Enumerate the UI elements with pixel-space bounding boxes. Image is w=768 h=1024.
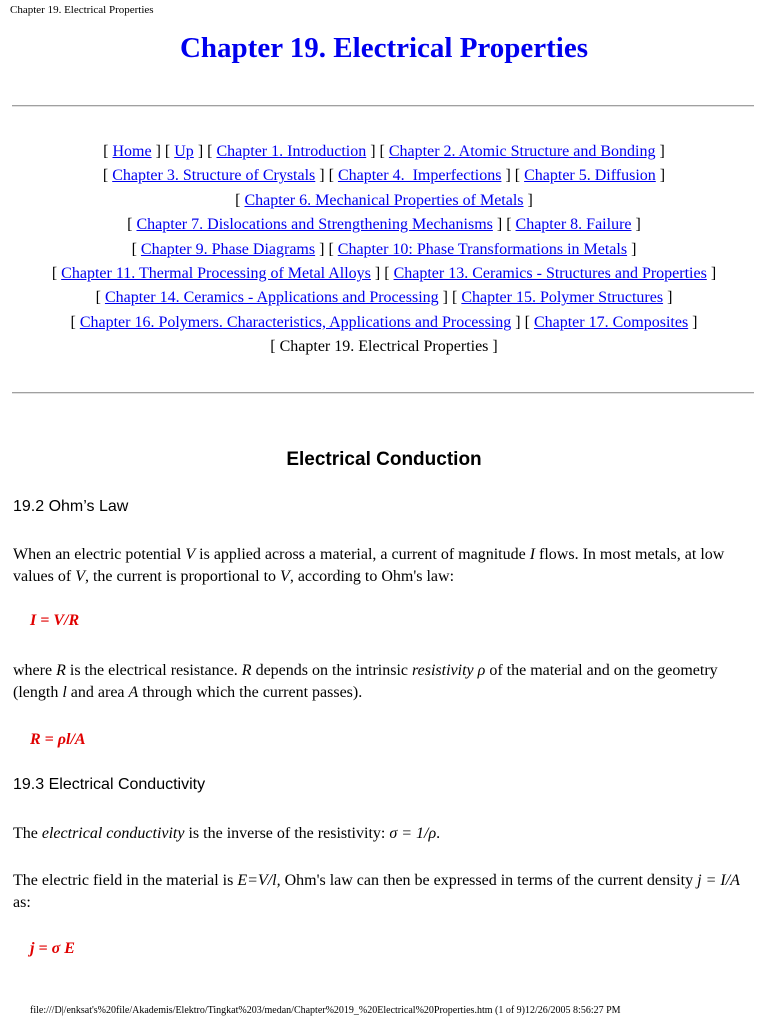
nav-link-chapter-14[interactable]: Chapter 14. Ceramics - Applications and Processing — [104, 289, 439, 307]
browser-print-footer: file:///D|/enksat's%20file/Akademis/Elektro/Tingkat%203/medan/Chapter%2019_%20Electrical%20Properties.htm (1 of 9)12/26/2005 8:56:27 PM — [30, 1005, 621, 1016]
nav-link-chapter-3[interactable]: Chapter 3. Structure of Crystals — [112, 167, 316, 185]
nav-link-chapter-6[interactable]: Chapter 6. Mechanical Properties of Metals — [244, 191, 524, 209]
paragraph-conductivity: The electrical conductivity is the inverse of the resistivity: σ = 1/ρ. — [13, 825, 441, 842]
nav-row: [ Chapter 3. Structure of Crystals ] [ Chapter 4. Imperfections ] [ Chapter 5. Diffusion ] — [102, 167, 666, 185]
nav-link-chapter-10[interactable]: Chapter 10: Phase Transformations in Metals — [337, 240, 628, 258]
chapter-navigation — [0, 140, 768, 360]
nav-row: [ Chapter 19. Electrical Properties ] — [270, 338, 498, 356]
nav-link-chapter-1[interactable]: Chapter 1. Introduction — [216, 143, 367, 160]
nav-link-chapter-8[interactable]: Chapter 8. Failure — [515, 216, 632, 234]
nav-row: [ Chapter 14. Ceramics - Applications and Processing ] [ Chapter 15. Polymer Structures ] — [95, 289, 673, 307]
nav-link-home[interactable]: Home — [112, 143, 152, 160]
nav-link-chapter-15[interactable]: Chapter 15. Polymer Structures — [461, 289, 664, 307]
subsection-heading-conductivity: 19.3 Electrical Conductivity — [13, 776, 206, 793]
browser-print-header: Chapter 19. Electrical Properties — [10, 4, 154, 16]
nav-row: [ Chapter 6. Mechanical Properties of Metals ] — [235, 191, 533, 209]
nav-link-up[interactable]: Up — [174, 143, 194, 160]
nav-row: [ Home ] [ Up ] [ Chapter 1. Introduction ] [ Chapter 2. Atomic Structure and Bonding ] — [103, 143, 665, 160]
nav-row: [ Chapter 7. Dislocations and Strengthening Mechanisms ] [ Chapter 8. Failure ] — [127, 216, 641, 234]
nav-row: [ Chapter 9. Phase Diagrams ] [ Chapter 10: Phase Transformations in Metals ] — [131, 240, 637, 258]
nav-link-chapter-9[interactable]: Chapter 9. Phase Diagrams — [140, 240, 316, 258]
equation-resistance: R = ρl/A — [30, 731, 86, 748]
nav-link-chapter-16[interactable]: Chapter 16. Polymers. Characteristics, Applications and Processing — [79, 313, 512, 331]
nav-link-chapter-2[interactable]: Chapter 2. Atomic Structure and Bonding — [388, 143, 656, 160]
nav-link-chapter-11[interactable]: Chapter 11. Thermal Processing of Metal Alloys — [61, 265, 371, 283]
nav-current-chapter: Chapter 19. Electrical Properties — [279, 338, 489, 356]
nav-link-chapter-5[interactable]: Chapter 5. Diffusion — [524, 167, 656, 185]
nav-link-chapter-13[interactable]: Chapter 13. Ceramics - Structures and Properties — [393, 265, 707, 283]
equation-current-density: j = σ E — [30, 940, 75, 957]
nav-link-chapter-4[interactable]: Chapter 4. Imperfections — [337, 167, 502, 185]
paragraph-resistance: where R is the electrical resistance. R depends on the intrinsic resistivity ρ of the material and on the geometry (length l and area A through which the current passes). — [13, 662, 718, 701]
paragraph-ohms-law: When an electric potential V is applied across a material, a current of magnitude I flows. In most metals, at low values of V, the current is proportional to V, according to Ohm's law: — [13, 546, 725, 585]
bottom-divider — [12, 392, 754, 394]
equation-ohms-law: I = V/R — [30, 612, 80, 629]
nav-link-chapter-17[interactable]: Chapter 17. Composites — [533, 313, 689, 331]
nav-row: [ Chapter 11. Thermal Processing of Metal Alloys ] [ Chapter 13. Ceramics - Structures and Properties ] — [51, 265, 717, 283]
subsection-heading-ohms-law: 19.2 Ohm’s Law — [13, 498, 129, 515]
nav-row: [ Chapter 16. Polymers. Characteristics, Applications and Processing ] [ Chapter 17. Composites ] — [70, 313, 698, 331]
paragraph-electric-field: The electric field in the material is E=V/l, Ohm's law can then be expressed in terms of the current density j = I/A as: — [13, 872, 740, 911]
page-title: Chapter 19. Electrical Properties — [179, 32, 589, 64]
nav-link-chapter-7[interactable]: Chapter 7. Dislocations and Strengthening Mechanisms — [136, 216, 493, 234]
section-heading: Electrical Conduction — [286, 449, 482, 470]
top-divider — [12, 105, 754, 107]
